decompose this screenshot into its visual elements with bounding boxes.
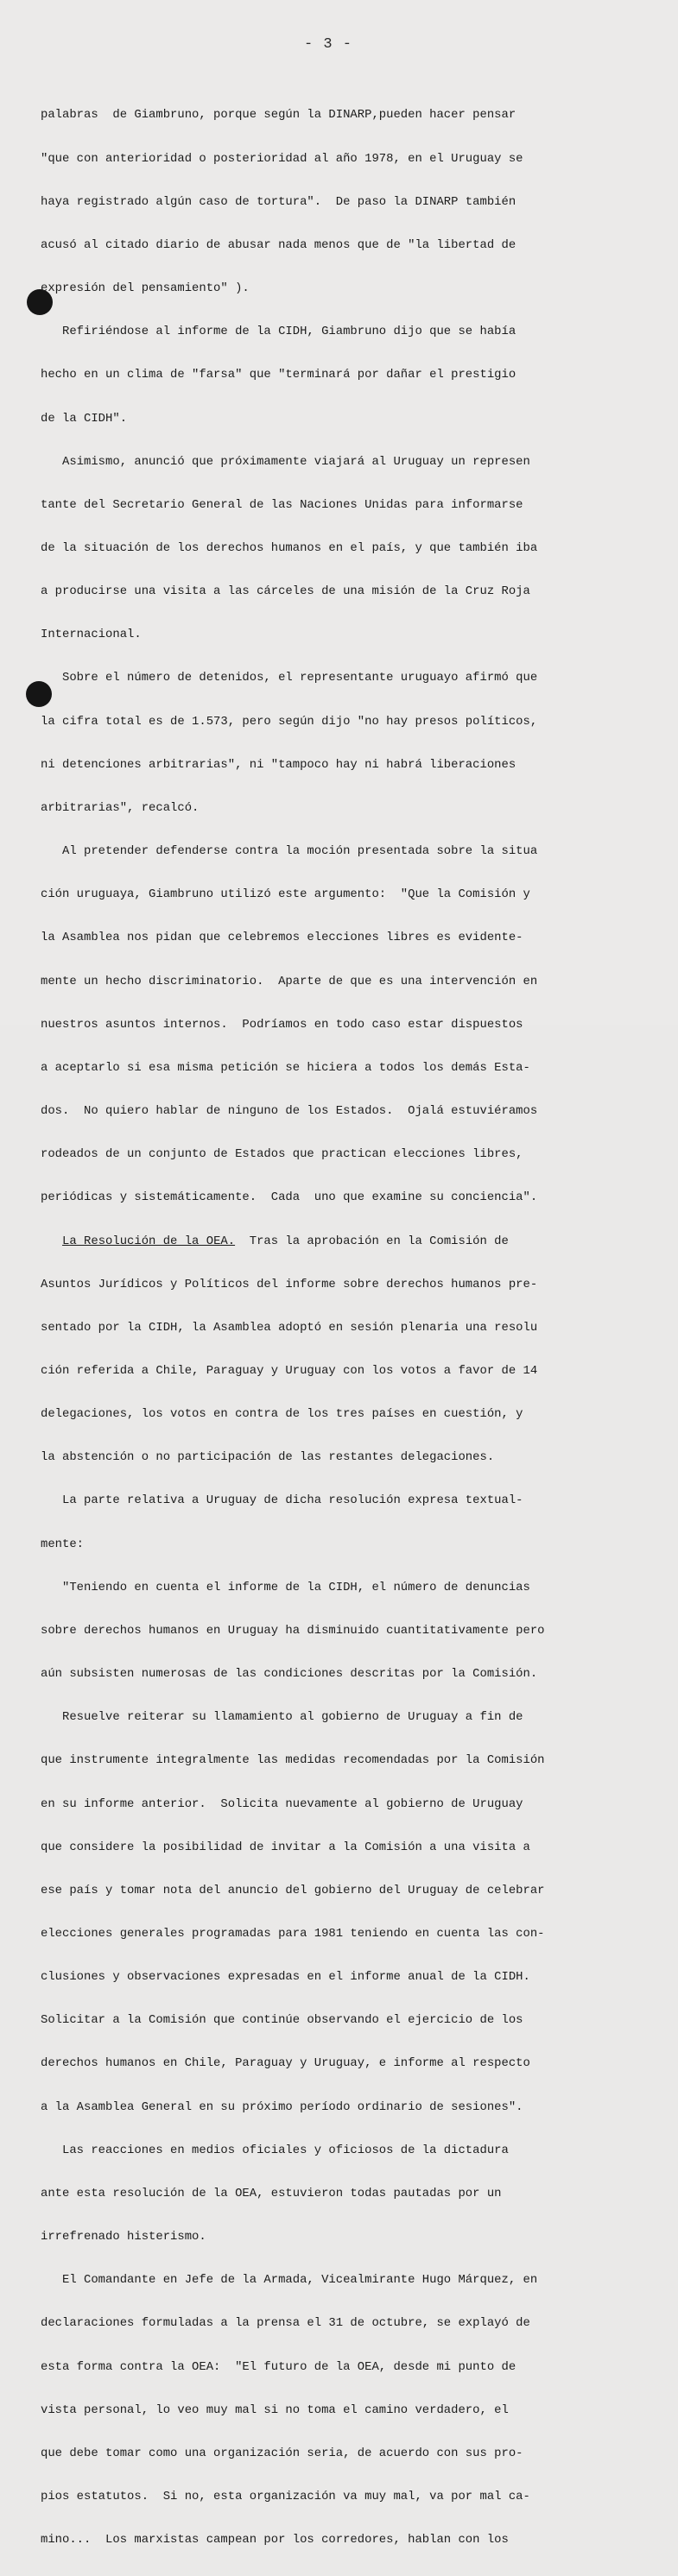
text-line: dos. No quiero hablar de ninguno de los Estados. Ojalá estuviéramos [41,1104,538,1119]
text-line: en su informe anterior. Solicita nuevamente al gobierno de Uruguay [41,1796,523,1811]
page-number: - 3 - [304,36,353,53]
text-line: vista personal, lo veo muy mal si no toma el camino verdadero, el [41,2402,509,2417]
text-line: a aceptarlo si esa misma petición se hiciera a todos los demás Esta- [41,1060,530,1075]
text-line: ese país y tomar nota del anuncio del gobierno del Uruguay de celebrar [41,1883,545,1897]
text-line: Resuelve reiterar su llamamiento al gobierno de Uruguay a fin de [41,1710,523,1725]
text-line: elecciones generales programadas para 1981 teniendo en cuenta las con- [41,1927,545,1941]
text-line: esta forma contra la OEA: "El futuro de la OEA, desde mi punto de [41,2359,516,2374]
text-line: delegaciones, los votos en contra de los tres países en cuestión, y [41,1407,523,1422]
text-line: que instrumente integralmente las medidas recomendadas por la Comisión [41,1753,545,1768]
text-line: El Comandante en Jefe de la Armada, Vicealmirante Hugo Márquez, en [41,2273,538,2288]
text-line: clusiones y observaciones expresadas en el informe anual de la CIDH. [41,1970,530,1985]
text-line: palabras de Giambruno, porque según la DINARP,pueden hacer pensar [41,108,516,123]
text-line: arbitrarias", recalcó. [41,800,200,815]
text-line: pios estatutos. Si no, esta organización va muy mal, va por mal ca- [41,2490,530,2504]
text-line: a la Asamblea General en su próximo período ordinario de sesiones". [41,2099,523,2114]
text-line: Al pretender defenderse contra la moción presentada sobre la situa [41,844,538,859]
text-line: expresión del pensamiento" ). [41,281,250,296]
text-line: que considere la posibilidad de invitar a la Comisión a una visita a [41,1840,530,1854]
text-line: la cifra total es de 1.573, pero según dijo "no hay presos políticos, [41,714,538,729]
text-line: periódicas y sistemáticamente. Cada uno que examine su conciencia". [41,1190,538,1205]
text-line: Asimismo, anunció que próximamente viajará al Uruguay un represen [41,454,530,469]
text-line: sobre derechos humanos en Uruguay ha disminuido cuantitativamente pero [41,1623,545,1638]
text-line: que debe tomar como una organización seria, de acuerdo con sus pro- [41,2446,523,2460]
text-line: sentado por la CIDH, la Asamblea adoptó en sesión plenaria una resolu [41,1320,538,1335]
text-line: Internacional. [41,628,142,642]
text-line: Refiriéndose al informe de la CIDH, Giambruno dijo que se había [41,325,516,339]
text-line: Asuntos Jurídicos y Políticos del informe sobre derechos humanos pre- [41,1277,538,1291]
text-line: mente un hecho discriminatorio. Aparte de que es una intervención en [41,974,538,988]
text-line: nuestros asuntos internos. Podríamos en todo caso estar dispuestos [41,1017,523,1032]
text-line: haya registrado algún caso de tortura". De paso la DINARP también [41,194,516,209]
text-line: tante del Secretario General de las Naciones Unidas para informarse [41,497,523,512]
text-line: mente: [41,1537,85,1551]
text-line: Sobre el número de detenidos, el representante uruguayo afirmó que [41,671,538,685]
text-line: ción uruguaya, Giambruno utilizó este argumento: "Que la Comisión y [41,887,530,902]
text-line: a producirse una visita a las cárceles de una misión de la Cruz Roja [41,584,530,599]
text-line: aún subsisten numerosas de las condiciones descritas por la Comisión. [41,1667,538,1682]
text-line: ni detenciones arbitrarias", ni "tampoco hay ni habrá liberaciones [41,757,516,772]
text-line: mino... Los marxistas campean por los corredores, hablan con los [41,2533,509,2548]
text-line: Solicitar a la Comisión que continúe observando el ejercicio de los [41,2013,523,2028]
section-heading: La Resolución de la OEA. [62,1234,236,1248]
text-line: acusó al citado diario de abusar nada menos que de "la libertad de [41,237,516,252]
text-line: de la situación de los derechos humanos en el país, y que también iba [41,541,538,555]
section-heading-line: La Resolución de la OEA. Tras la aprobación en la Comisión de [62,1234,509,1248]
text-line: Las reacciones en medios oficiales y oficiosos de la dictadura [41,2143,509,2157]
text-line: ción referida a Chile, Paraguay y Uruguay con los votos a favor de 14 [41,1363,538,1378]
text-line: la Asamblea nos pidan que celebremos elecciones libres es evidente- [41,931,523,945]
text-line: irrefrenado histerismo. [41,2230,206,2245]
text-line: hecho en un clima de "farsa" que "terminará por dañar el prestigio [41,368,516,382]
text-line: rodeados de un conjunto de Estados que practican elecciones libres, [41,1147,523,1162]
text-line: "Teniendo en cuenta el informe de la CIDH, el número de denuncias [41,1580,530,1594]
text-line: "que con anterioridad o posterioridad al año 1978, en el Uruguay se [41,151,523,166]
text-line: derechos humanos en Chile, Paraguay y Uruguay, e informe al respecto [41,2056,530,2071]
body-text [41,79,656,2576]
text-line: la abstención o no participación de las restantes delegaciones. [41,1450,495,1465]
text-line: La parte relativa a Uruguay de dicha resolución expresa textual- [41,1493,523,1508]
text-line: ante esta resolución de la OEA, estuvieron todas pautadas por un [41,2186,502,2200]
text-line: de la CIDH". [41,411,128,426]
text-line: declaraciones formuladas a la prensa el 31 de octubre, se explayó de [41,2316,530,2331]
